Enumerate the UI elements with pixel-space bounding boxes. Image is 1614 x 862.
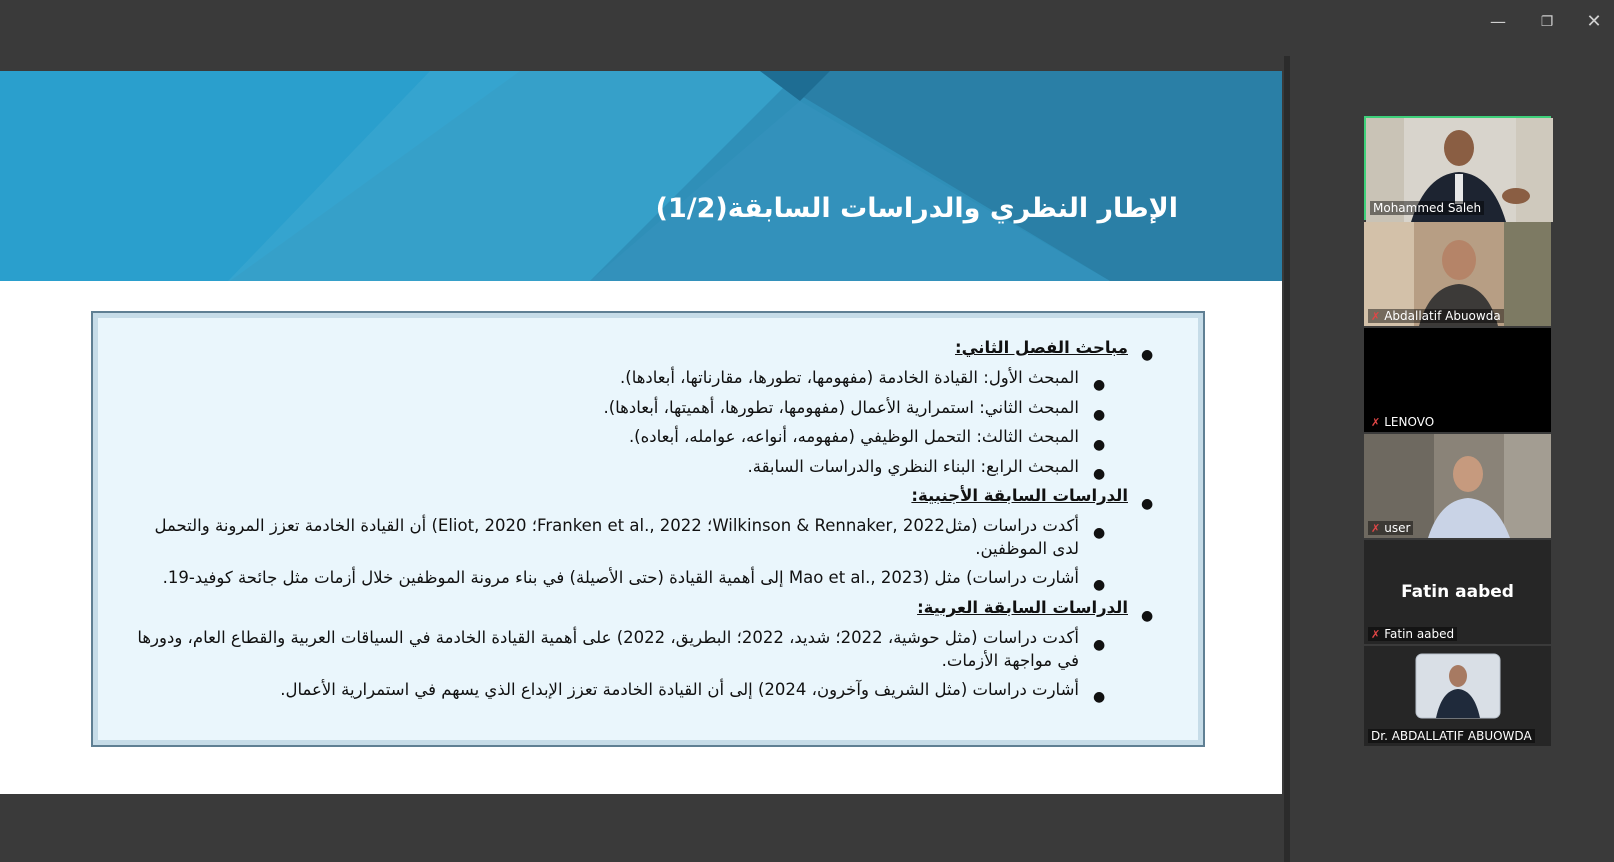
list-item: المبحث الأول: القيادة الخادمة (مفهومها، تطورها، مقارناتها، أبعادها). [620,368,1079,387]
bullet-icon: ● [1093,689,1106,705]
list-item: أكدت دراسات (مثلWilkinson & Rennaker, 2022؛ Franken et al., 2022؛ Eliot, 2020) أن القيادة الخادمة تعزز المرونة والتحمل [154,516,1079,535]
list-item: أكدت دراسات (مثل حوشية، 2022؛ شديد، 2022؛ البطريق، 2022) على أهمية القيادة الخادمة في السياقات العربية والقطاع العام، ودورها [137,628,1079,647]
list-item: المبحث الثاني: استمرارية الأعمال (مفهومها، تطورها، أهميتها، أبعادها). [603,398,1079,417]
participant-name: Dr. ABDALLATIF ABUOWDA [1368,729,1535,743]
bullet-icon: ● [1093,377,1106,393]
section-heading: الدراسات السابقة الأجنبية: [911,486,1128,505]
banner-graphic [0,71,1282,281]
bullet-icon: ● [1141,496,1154,512]
shared-slide [0,71,1282,794]
mic-muted-icon: ✗ [1371,416,1381,429]
participant-tile[interactable] [1364,540,1551,644]
participant-name: Mohammed Saleh [1370,201,1484,215]
slide-banner [0,71,1282,281]
participant-tile[interactable] [1364,116,1551,220]
section-heading: مباحث الفصل الثاني: [955,338,1128,357]
section-heading: الدراسات السابقة العربية: [917,598,1128,617]
participant-tile[interactable] [1364,222,1551,326]
mic-muted-icon: ✗ [1371,522,1381,535]
participant-name: ✗ user [1368,521,1413,535]
close-button[interactable]: ✕ [1586,11,1602,32]
panel-divider[interactable] [1284,56,1290,862]
list-item: أشارت دراسات) مثل (Mao et al., 2023 إلى أهمية القيادة (حتى الأصيلة) في بناء مرونة الموظفين خلال أزمات مثل جائحة كوفيد-19. [162,568,1079,587]
restore-button[interactable]: ❐ [1540,14,1554,30]
participant-display-name: Fatin aabed [1401,582,1514,602]
list-item: المبحث الرابع: البناء النظري والدراسات السابقة. [747,457,1079,476]
list-item-continuation: في مواجهة الأزمات. [941,651,1079,670]
participant-tile[interactable] [1364,434,1551,538]
participant-name: ✗ Fatin aabed [1368,627,1457,641]
bullet-icon: ● [1093,637,1106,653]
participant-name: ✗ LENOVO [1368,415,1437,429]
bullet-icon: ● [1093,466,1106,482]
minimize-button[interactable]: — [1490,12,1506,31]
bullet-icon: ● [1093,525,1106,541]
bullet-icon: ● [1141,608,1154,624]
bullet-icon: ● [1093,407,1106,423]
slide-title: الإطار النظري والدراسات السابقة(1/2) [655,193,1178,224]
mic-muted-icon: ✗ [1371,628,1381,641]
mic-muted-icon: ✗ [1371,310,1381,323]
bullet-icon: ● [1141,347,1154,363]
list-item-continuation: لدى الموظفين. [975,539,1079,558]
participant-tile[interactable] [1364,328,1551,432]
participant-name: ✗ Abdallatif Abuowda [1368,309,1504,323]
bullet-icon: ● [1093,437,1106,453]
list-item: المبحث الثالث: التحمل الوظيفي (مفهومه، أنواعه، عوامله، أبعاده). [628,427,1079,446]
list-item: أشارت دراسات (مثل الشريف وآخرون، 2024) إلى أن القيادة الخادمة تعزز الإبداع الذي يسهم في استمرارية الأعمال. [280,680,1079,699]
participant-tile[interactable] [1364,646,1551,746]
bullet-icon: ● [1093,577,1106,593]
